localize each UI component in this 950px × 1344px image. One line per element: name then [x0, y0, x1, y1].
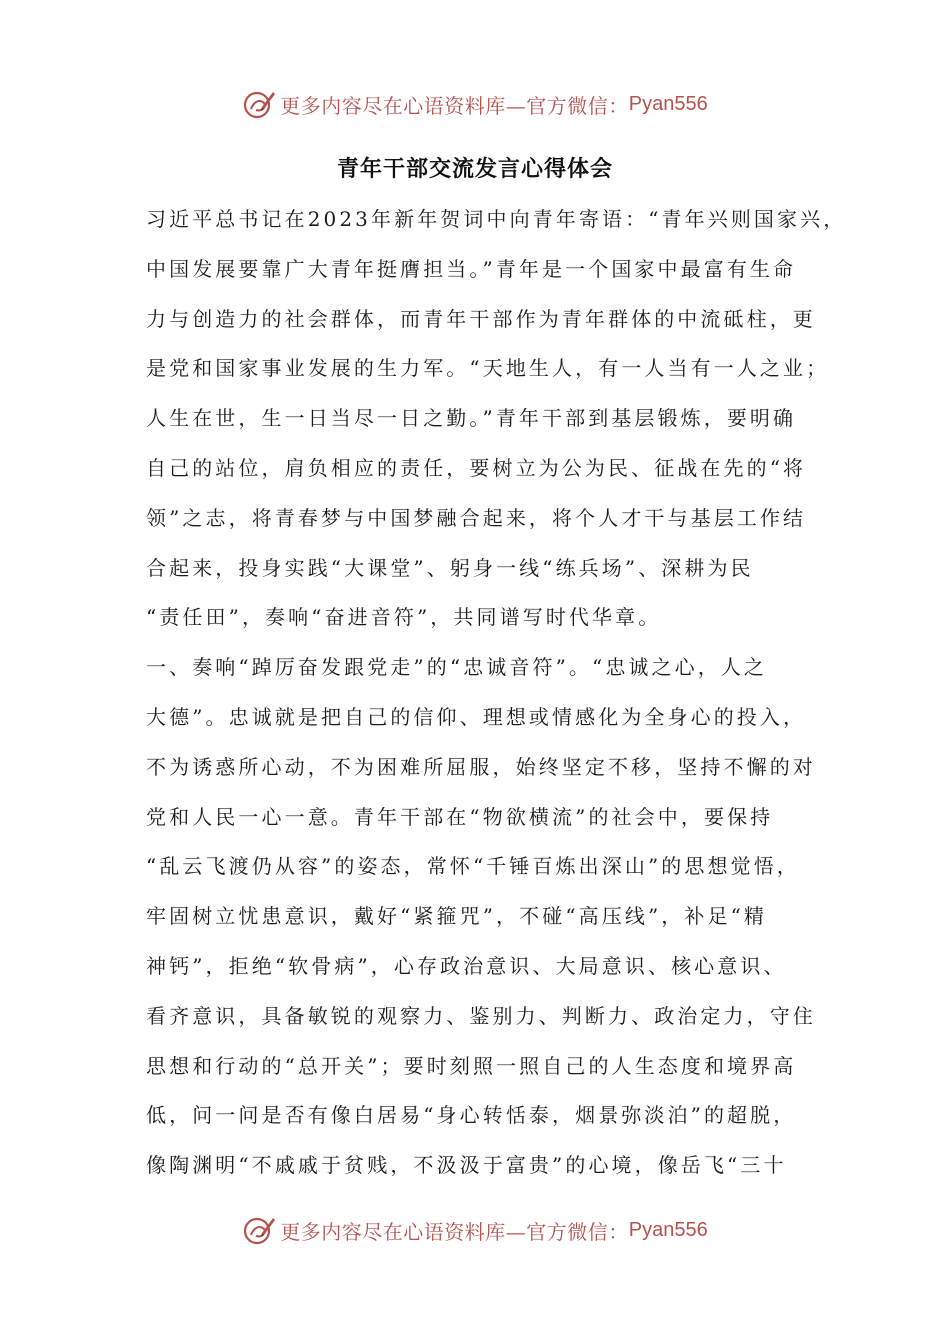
text-line: 人生在世，生一日当尽一日之勤。”青年干部到基层锻炼，要明确: [146, 406, 797, 431]
pen-swirl-logo-icon: [242, 1213, 276, 1247]
text-line: 不为诱惑所心动，不为困难所屈服，始终坚定不移，坚持不懈的对: [146, 754, 816, 779]
text-line: 看齐意识，具备敏锐的观察力、鉴别力、判断力、政治定力，守住: [146, 1003, 816, 1028]
text-line: “乱云飞渡仍从容”的姿态，常怀“千锤百炼出深山”的思想觉悟，: [146, 854, 800, 879]
text-line: 大德”。忠诚就是把自己的信仰、理想或情感化为全身心的投入，: [146, 704, 807, 729]
text-line: 思想和行动的“总开关”；要时刻照一照自己的人生态度和境界高: [146, 1053, 797, 1078]
document-title: 青年干部交流发言心得体会: [336, 157, 613, 182]
text-line: 习近平总书记在2023年新年贺词中向青年寄语：“青年兴则国家兴，: [146, 207, 847, 231]
text-line: 像陶渊明“不戚戚于贫贱，不汲汲于富贵”的心境，像岳飞“三十: [146, 1153, 787, 1178]
wechat-id: Pyan556: [628, 1218, 708, 1241]
footer-watermark-banner: [0, 1210, 950, 1250]
document-body: [146, 195, 847, 1191]
header-watermark-banner: [0, 84, 950, 124]
watermark-text: 更多内容尽在心语资料库—官方微信：: [280, 93, 629, 118]
text-line: 合起来，投身实践“大课堂”、躬身一线“练兵场”、深耕为民: [146, 555, 754, 580]
text-line: 自己的站位，肩负相应的责任，要树立为公为民、征战在先的“将: [146, 455, 807, 480]
text-line: 神钙”，拒绝“软骨病”，心存政治意识、大局意识、核心意识、: [146, 953, 787, 978]
text-line: “责任田”，奏响“奋进音符”，共同谱写时代华章。: [146, 605, 662, 630]
pen-swirl-logo-icon: [242, 87, 276, 121]
text-line: 力与创造力的社会群体，而青年干部作为青年群体的中流砥柱，更: [146, 306, 816, 331]
text-line: 一、奏响“踔厉奋发跟党走”的“忠诚音符”。“忠诚之心，人之: [146, 655, 768, 680]
wechat-id: Pyan556: [628, 92, 708, 115]
watermark-text: 更多内容尽在心语资料库—官方微信：: [280, 1219, 629, 1244]
text-line: 是党和国家事业发展的生力军。“天地生人，有一人当有一人之业；: [146, 356, 830, 381]
text-line: 领”之志，将青春梦与中国梦融合起来，将个人才干与基层工作结: [146, 505, 807, 530]
text-line: 党和人民一心一意。青年干部在“物欲横流”的社会中，要保持: [146, 804, 774, 829]
text-line: 低，问一问是否有像白居易“身心转恬泰，烟景弥淡泊”的超脱，: [146, 1103, 797, 1128]
text-line: 牢固树立忧患意识，戴好“紧箍咒”，不碰“高压线”，补足“精: [146, 904, 768, 929]
text-line: 中国发展要靠广大青年挺膺担当。”青年是一个国家中最富有生命: [146, 256, 797, 281]
